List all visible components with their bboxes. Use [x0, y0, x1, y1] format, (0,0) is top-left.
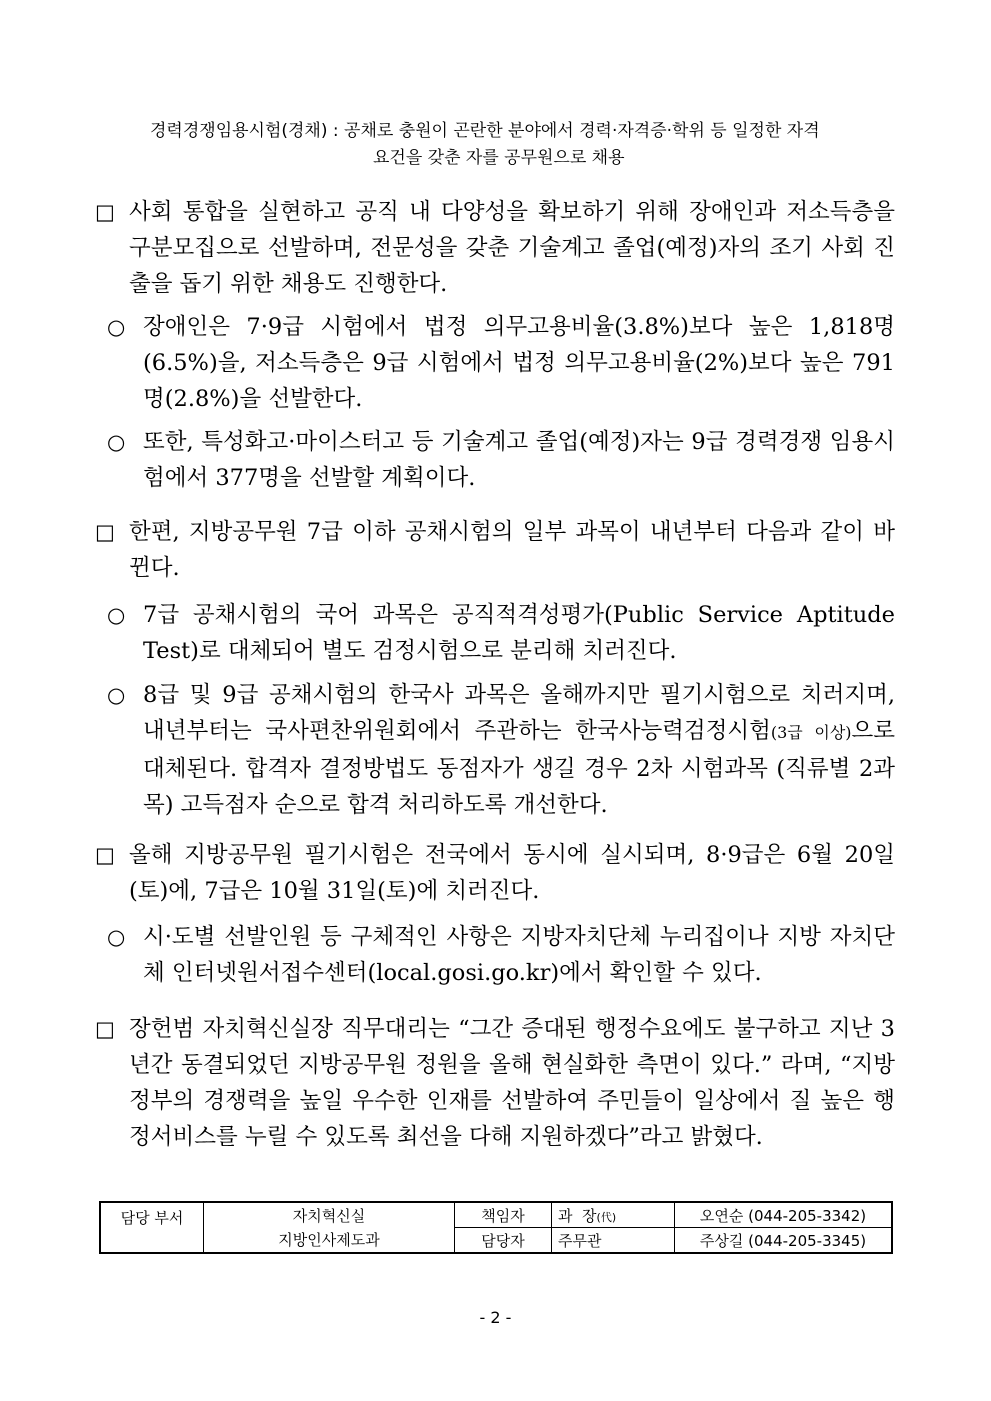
title-cell [552, 1202, 675, 1228]
section-diversity-hiring [95, 194, 895, 302]
section-text: 사회 통합을 실현하고 공직 내 다양성을 확보하기 위해 장애인과 저소득층을 구분모집으로 선발하며, 전문성을 갖춘 기술계고 졸업(예정)자의 조기 사회 진출을 돕기 위한 채용도 진행한다. [129, 199, 895, 297]
subsection-disabled-low-income [95, 309, 895, 417]
sub-paragraph [95, 424, 895, 496]
section-official-quote [95, 1011, 895, 1155]
checkbox-square-icon: □ [95, 520, 115, 544]
section-paragraph [95, 194, 895, 302]
title-cell: 주무관 [552, 1228, 675, 1254]
subsection-grade7-korean [95, 597, 895, 669]
role-label: 담당자 [455, 1228, 552, 1254]
note-term: 경력경쟁임용시험(경채) [150, 121, 328, 141]
sub-text: 시·도별 선발인원 등 구체적인 사항은 지방자치단체 누리집이나 지방 자치단체 인터넷원서접수센터(local.gosi.go.kr)에서 확인할 수 있다. [143, 924, 895, 986]
sub-text: 또한, 특성화고·마이스터고 등 기술계고 졸업(예정)자는 9급 경력경쟁 임용시험에서 377명을 선발할 계획이다. [143, 429, 895, 491]
title-text: 과 장 [558, 1206, 597, 1225]
checkbox-square-icon: □ [95, 200, 115, 224]
title-small: (代) [596, 1210, 617, 1224]
section-text: 장헌범 자치혁신실장 직무대리는 “그간 증대된 행정수요에도 불구하고 지난 3년간 동결되었던 지방공무원 정원을 올해 현실화한 측면이 있다.” 라며, “지방정부의 경쟁력을 높일 우수한 인재를 선발하여 주민들이 일상에서 질 높은 행정서비스를 누릴 수 있도록 최선을 다해 지원하겠다”라고 밝혔다. [129, 1016, 895, 1150]
sub-text-b: 으로 대체된다. 합격자 결정방법도 동점자가 생길 경우 2차 시험과목 (직류별 2과목) 고득점자 순으로 합격 처리하도록 개선한다. [143, 718, 895, 818]
circle-bullet-icon: ○ [107, 603, 126, 627]
checkbox-square-icon: □ [95, 1017, 115, 1041]
sub-text-small: (3급 이상) [770, 723, 852, 742]
sub-paragraph [95, 309, 895, 417]
checkbox-square-icon: □ [95, 843, 115, 867]
note-definition-line2: 요건을 갖춘 자를 공무원으로 채용 [373, 148, 625, 168]
contact-table [99, 1201, 893, 1254]
section-paragraph [95, 837, 895, 909]
subsection-details-link [95, 919, 895, 991]
contact-row [100, 1202, 892, 1228]
subsection-korean-history [95, 677, 895, 823]
sub-paragraph [95, 677, 895, 823]
section-exam-dates [95, 837, 895, 909]
circle-bullet-icon: ○ [107, 925, 126, 949]
page-number: - 2 - [479, 1308, 512, 1327]
sub-paragraph [95, 919, 895, 991]
definition-note [150, 118, 910, 172]
section-text: 올해 지방공무원 필기시험은 전국에서 동시에 실시되며, 8·9급은 6월 20일(토)에, 7급은 10월 31일(토)에 치러진다. [129, 842, 895, 904]
circle-bullet-icon: ○ [107, 430, 126, 454]
org-line1: 자치혁신실 [292, 1206, 366, 1225]
circle-bullet-icon: ○ [107, 315, 126, 339]
note-separator: : [332, 121, 339, 141]
contact-name: 주상길 (044-205-3345) [675, 1228, 893, 1254]
sub-text-a: 8급 및 9급 공채시험의 한국사 과목은 올해까지만 필기시험으로 치러지며, 내년부터는 국사편찬위원회에서 주관하는 한국사능력검정시험 [143, 682, 895, 744]
section-text: 한편, 지방공무원 7급 이하 공채시험의 일부 과목이 내년부터 다음과 같이 바뀐다. [129, 519, 895, 581]
org-line2: 지방인사제도과 [278, 1230, 380, 1249]
section-subject-changes [95, 514, 895, 586]
sub-text: 7급 공채시험의 국어 과목은 공직적격성평가(Public Service Aptitude Test)로 대체되어 별도 검정시험으로 분리해 치러진다. [143, 602, 895, 664]
role-label: 책임자 [455, 1202, 552, 1228]
circle-bullet-icon: ○ [107, 683, 126, 707]
dept-label: 담당 부서 [100, 1202, 204, 1253]
note-definition-line1: 공채로 충원이 곤란한 분야에서 경력·자격증·학위 등 일정한 자격 [344, 121, 820, 141]
sub-text: 장애인은 7·9급 시험에서 법정 의무고용비율(3.8%)보다 높은 1,818명 (6.5%)을, 저소득층은 9급 시험에서 법정 의무고용비율(2%)보다 높은 791명(2.8%)을 선발한다. [143, 314, 895, 412]
sub-paragraph [95, 597, 895, 669]
contact-name: 오연순 (044-205-3342) [675, 1202, 893, 1228]
dept-org [204, 1202, 455, 1253]
section-paragraph [95, 1011, 895, 1155]
section-paragraph [95, 514, 895, 586]
subsection-technical-graduates [95, 424, 895, 496]
